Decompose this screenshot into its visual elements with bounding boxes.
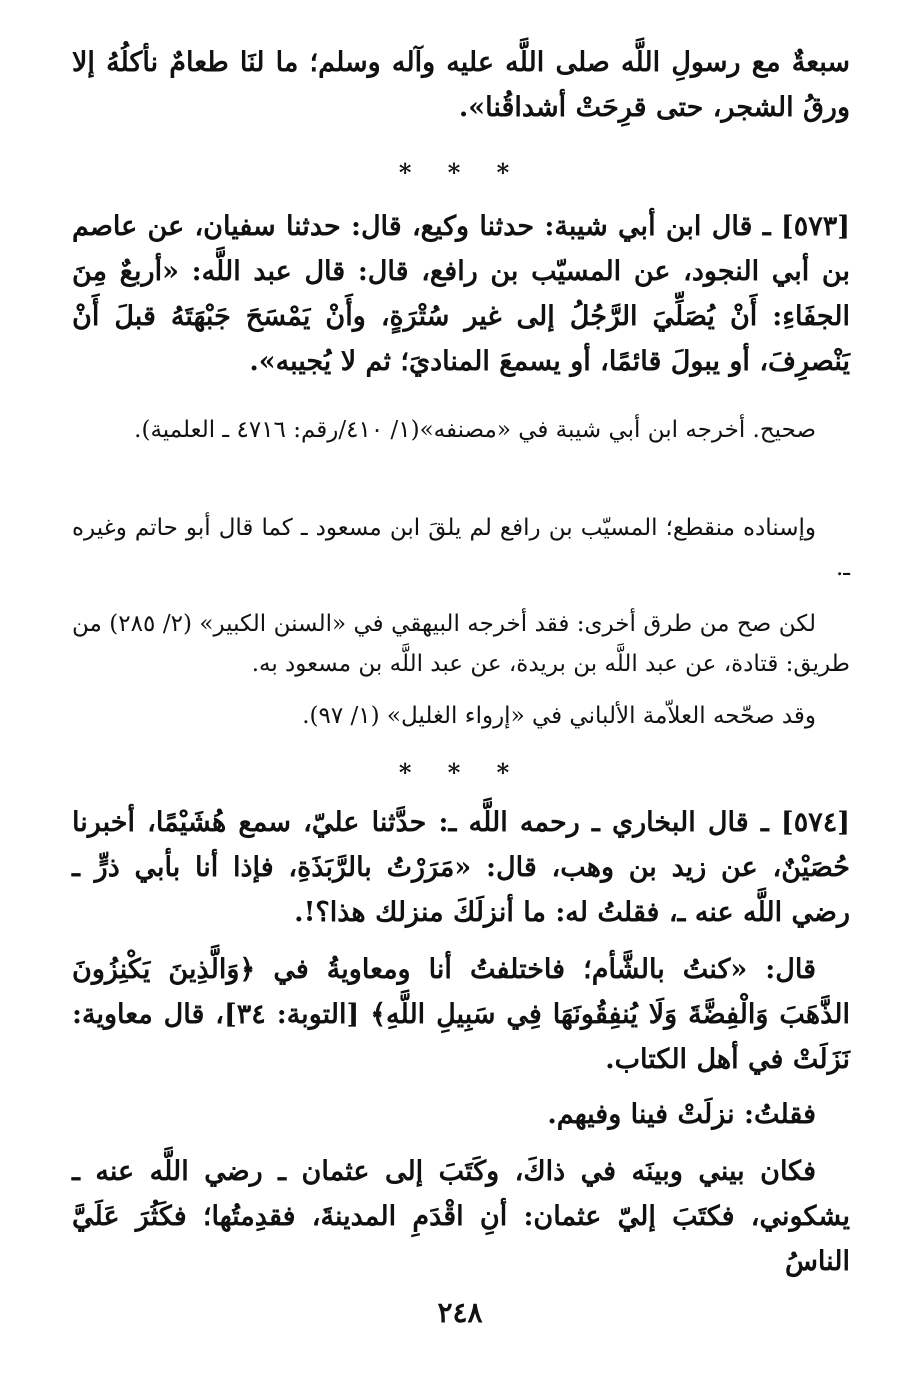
takhrij-573-other-routes: لكن صح من طرق أخرى: فقد أخرجه البيهقي في «السنن الكبير» (٢/ ٢٨٥) من طريق: قتادة، عن عبد اللَّه بن بريدة، عن عبد اللَّه بن مسعود به. [72, 611, 850, 677]
section-separator-2: * * * [398, 758, 524, 787]
hadith-574-continuation: فكان بيني وبينَه في ذاكَ، وكَتَبَ إلى عثمان ـ رضي اللَّه عنه ـ يشكوني، فكتَبَ إليّ عثمان: أنِ اقْدَمِ المدينةَ، فقدِمتُها؛ فكَثُرَ عَلَيَّ الناسُ [72, 1156, 850, 1277]
hadith-574-abu-dharr-reply: قال: «كنتُ بالشَّأم؛ فاختلفتُ أنا ومعاويةُ في ﴿وَالَّذِينَ يَكْنِزُونَ الذَّهَبَ وَالْفِضَّةَ وَلَا يُنفِقُونَهَا فِي سَبِيلِ اللَّهِ﴾ [التوبة: ٣٤]، قال معاوية: نَزَلَتْ في أهل الكتاب. [72, 954, 850, 1075]
hadith-574-response: فقلتُ: نزلَتْ فينا وفيهم. [547, 1099, 816, 1130]
takhrij-573-source: صحيح. أخرجه ابن أبي شيبة في «مصنفه»(١/ ٤١٠/رقم: ٤٧١٦ ـ العلمية). [134, 417, 816, 443]
hadith-continuation: سبعةٌ مع رسولِ اللَّه صلى اللَّه عليه وآله وسلم؛ ما لنَا طعامٌ نأكلُهُ إلا ورقُ الشجر، حتى قرِحَتْ أشداقُنا». [72, 47, 850, 123]
takhrij-573-chain: وإسناده منقطع؛ المسيّب بن رافع لم يلقَ ابن مسعود ـ كما قال أبو حاتم وغيره ـ. [72, 515, 850, 581]
takhrij-573-grading: وقد صحّحه العلاّمة الألباني في «إرواء الغليل» (١/ ٩٧). [302, 703, 816, 729]
hadith-574: [٥٧٤] ـ قال البخاري ـ رحمه اللَّه ـ: حدَّثنا عليّ، سمع هُشَيْمًا، أخبرنا حُصَيْنٌ، عن زيد بن وهب، قال: «مَرَرْتُ بالرَّبَذَةِ، فإذا أنا بأبي ذرٍّ ـ رضي اللَّه عنه ـ، فقلتُ له: ما أنزلَكَ منزلك هذا؟!. [72, 807, 850, 928]
section-separator: * * * [398, 158, 524, 187]
book-page [72, 40, 850, 1277]
page-number: ٢٤٨ [437, 1296, 483, 1329]
hadith-573: [٥٧٣] ـ قال ابن أبي شيبة: حدثنا وكيع، قال: حدثنا سفيان، عن عاصم بن أبي النجود، عن المسيّب بن رافع، قال: قال عبد اللَّه: «أربعٌ مِنَ الجفَاءِ: أَنْ يُصَلِّيَ الرَّجُلُ إلى غير سُتْرَةٍ، وأَنْ يَمْسَحَ جَبْهَتَهُ قبلَ أَنْ يَنْصرِفَ، أو يبولَ قائمًا، أو يسمعَ المناديَ؛ ثم لا يُجيبه». [72, 211, 850, 377]
